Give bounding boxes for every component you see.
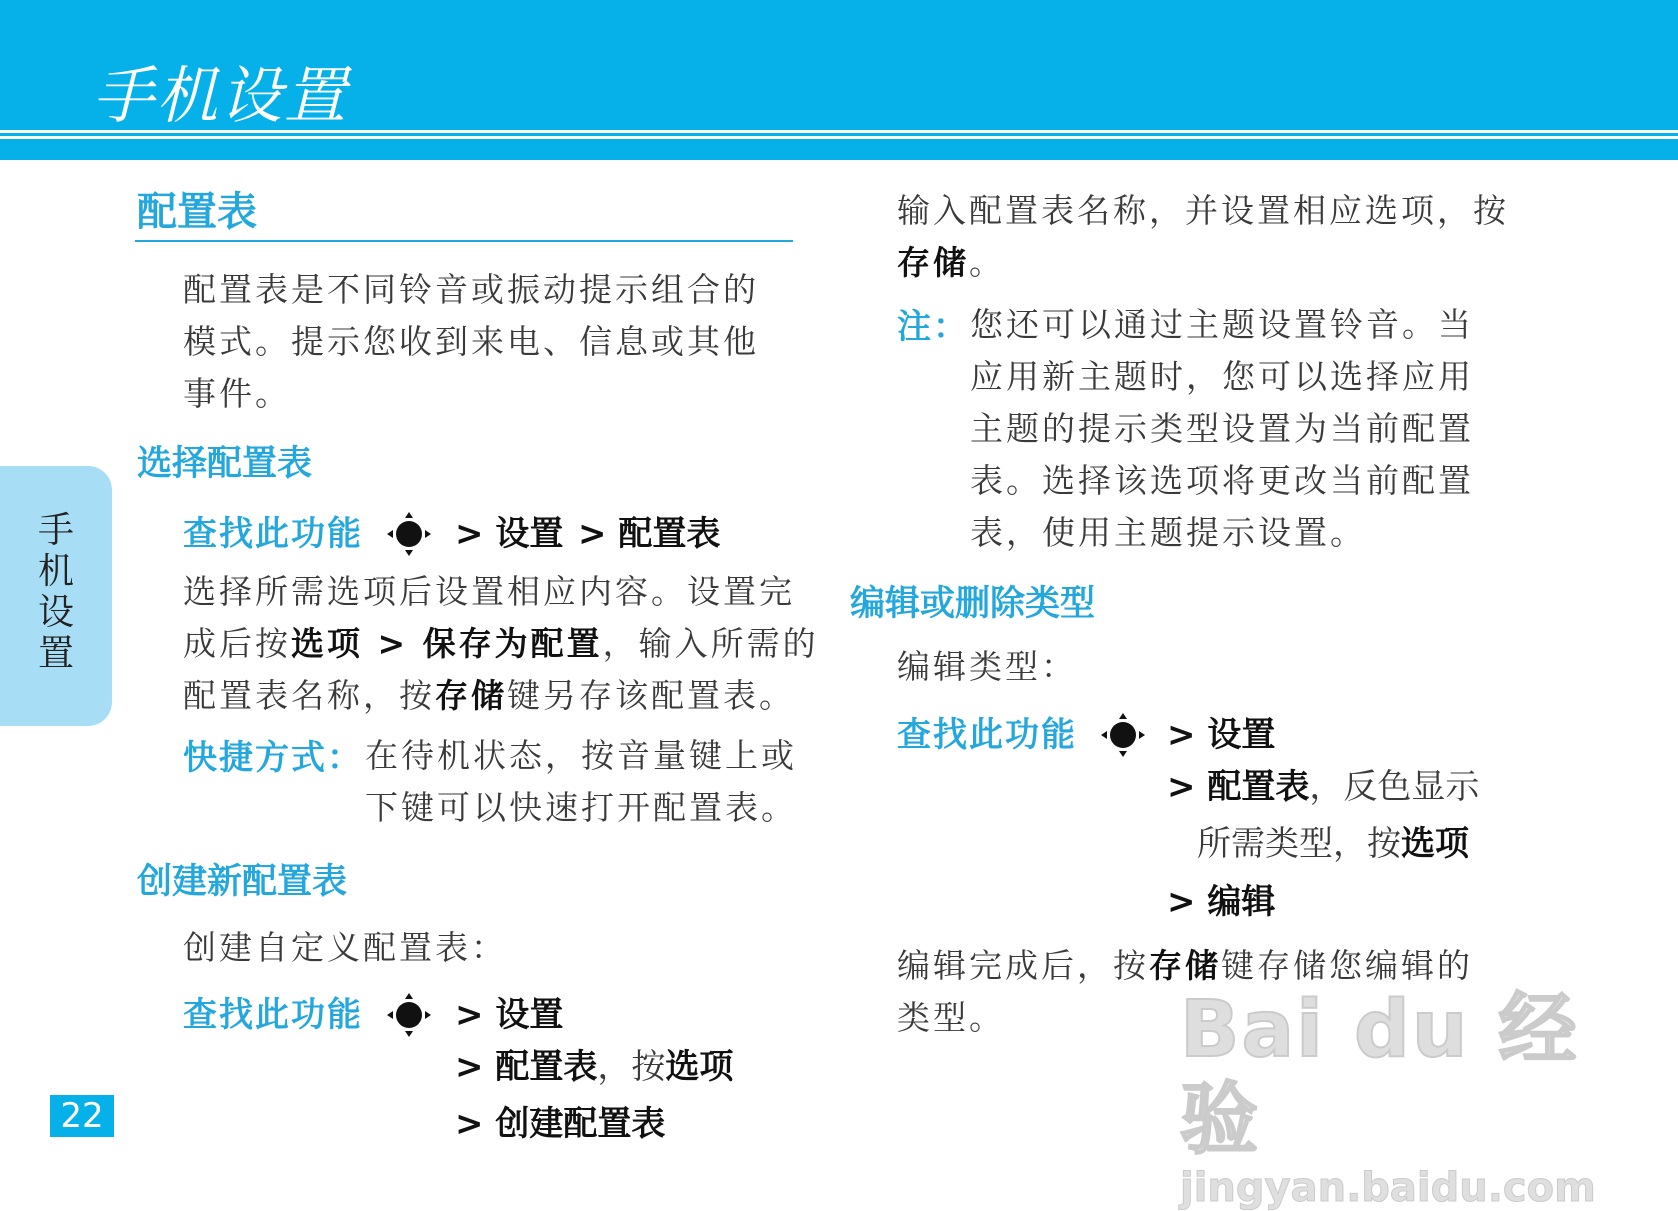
create-intro: 创建自定义配置表： — [183, 928, 507, 967]
save-as-profile-option: 保存为配置 — [422, 624, 603, 663]
nav-key-icon — [385, 991, 433, 1039]
create-step-settings: > 设置 — [455, 995, 564, 1035]
edit-after-line-2: 类型。 — [897, 998, 1005, 1037]
note-line-3: 主题的提示类型设置为当前配置 — [970, 409, 1474, 448]
select-body-line-3: 配置表名称，按存储键另存该配置表。 — [183, 676, 795, 715]
section-title: 配置表 — [137, 189, 257, 235]
shortcut-line-1: 在待机状态，按音量键上或 — [365, 736, 797, 775]
note-line-2: 应用新主题时，您可以选择应用 — [970, 357, 1474, 396]
note-line-4: 表。选择该选项将更改当前配置 — [970, 461, 1474, 500]
options-key: 选项 — [1401, 824, 1469, 864]
path-step-settings: > 设置 — [455, 514, 564, 554]
continuation-line-2: 存储。 — [897, 243, 1005, 282]
section-rule — [135, 240, 793, 242]
subheading-edit-delete: 编辑或删除类型 — [850, 584, 1096, 624]
options-key: 选项 — [665, 1047, 734, 1087]
intro-line-3: 事件。 — [183, 374, 291, 413]
options-key: 选项 — [291, 624, 363, 663]
edit-intro: 编辑类型： — [897, 647, 1077, 686]
continuation-line-1: 输入配置表名称，并设置相应选项，按 — [897, 191, 1509, 230]
note-label: 注： — [897, 307, 969, 347]
edit-step-select-type: 所需类型，按选项 — [1197, 824, 1469, 864]
create-step-create: > 创建配置表 — [455, 1104, 666, 1144]
page-number: 22 — [50, 1095, 114, 1137]
store-key: 存储 — [1149, 946, 1221, 985]
edit-step-settings: > 设置 — [1167, 715, 1276, 755]
watermark-url: jingyan.baidu.com — [1180, 1165, 1596, 1211]
baidu-jingyan-watermark — [1180, 985, 1600, 1211]
intro-line-1: 配置表是不同铃音或振动提示组合的 — [183, 270, 759, 309]
intro-line-2: 模式。提示您收到来电、信息或其他 — [183, 322, 759, 361]
nav-key-icon — [385, 510, 433, 558]
note-line-5: 表，使用主题提示设置。 — [970, 513, 1366, 552]
select-body-line-1: 选择所需选项后设置相应内容。设置完 — [183, 572, 795, 611]
edit-step-profiles: > 配置表，反色显示 — [1167, 767, 1480, 807]
page-title: 手机设置 — [92, 59, 349, 132]
subheading-create-profile: 创建新配置表 — [137, 862, 348, 902]
intro-paragraph — [183, 264, 803, 420]
store-key: 存储 — [897, 243, 969, 282]
find-feature-label: 查找此功能 — [183, 514, 363, 554]
create-step-profiles: > 配置表，按选项 — [455, 1047, 734, 1087]
select-body — [183, 566, 823, 722]
shortcut-line-2: 下键可以快速打开配置表。 — [365, 788, 797, 827]
shortcut-label: 快捷方式： — [183, 738, 363, 778]
subheading-select-profile: 选择配置表 — [137, 444, 313, 484]
path-step-profiles: > 配置表 — [578, 514, 721, 554]
shortcut-text — [365, 730, 825, 834]
side-tab-label: 手机设置 — [37, 510, 74, 674]
select-body-line-2: 成后按选项 > 保存为配置，输入所需的 — [183, 624, 819, 663]
find-feature-label: 查找此功能 — [897, 715, 1077, 755]
store-key: 存储 — [435, 676, 507, 715]
find-feature-label: 查找此功能 — [183, 995, 363, 1035]
nav-key-icon — [1099, 711, 1147, 759]
note-text — [970, 299, 1550, 559]
edit-step-edit: > 编辑 — [1167, 882, 1276, 922]
watermark-logo-text: Bai du 经验 — [1180, 985, 1579, 1165]
note-line-1: 您还可以通过主题设置铃音。当 — [970, 305, 1474, 344]
edit-after-line-1: 编辑完成后，按存储键存储您编辑的 — [897, 946, 1473, 985]
continuation-paragraph — [897, 185, 1537, 289]
